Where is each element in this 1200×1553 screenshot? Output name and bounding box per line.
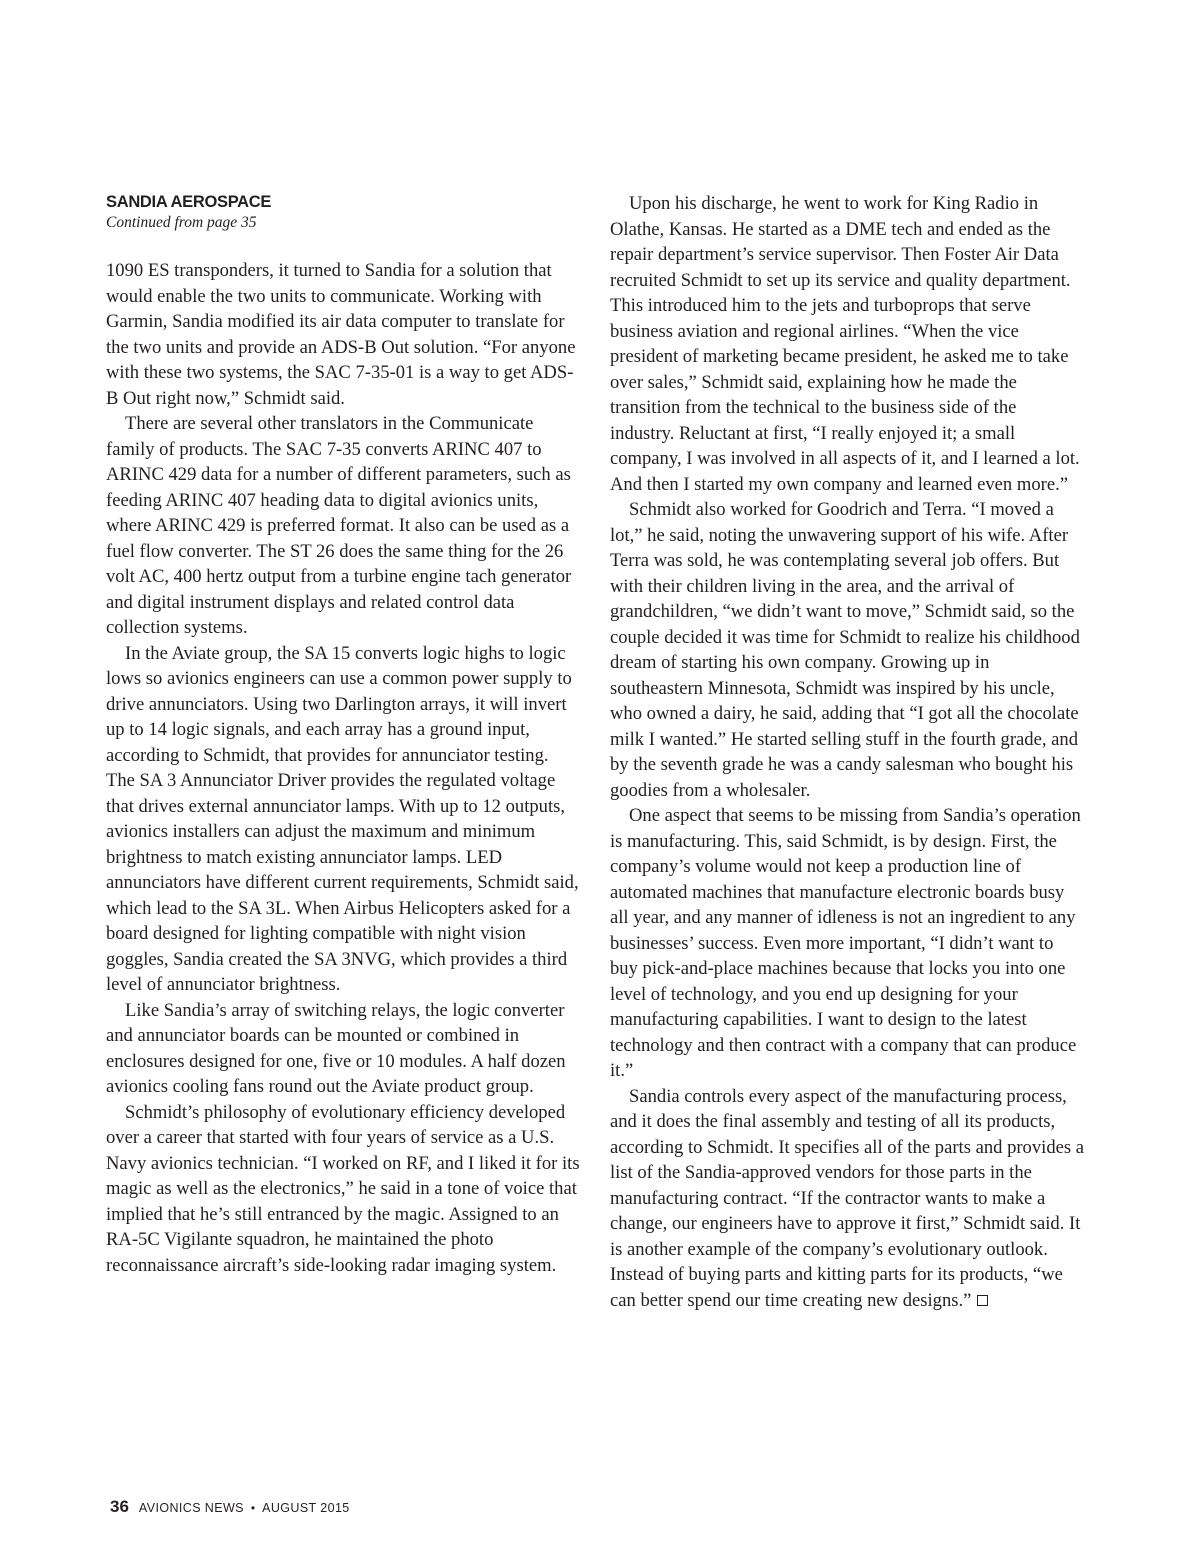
footer-separator: • (250, 1501, 256, 1515)
paragraph: There are several other translators in the Communicate family of products. The SAC 7-35 converts ARINC 407 to ARINC 429 data for a number of different parameters, such as feeding ARINC 407 heading data to digital avionics units, where ARINC 429 is preferred format. It also can be used as a fuel flow converter. The ST 26 does the same thing for the 26 volt AC, 400 hertz output from a turbine engine tach generator and digital instrument displays and related control data collection systems. (106, 413, 572, 638)
issue-date: AUGUST 2015 (262, 1501, 350, 1515)
paragraph: 1090 ES transponders, it turned to Sandia for a solution that would enable the two units to communicate. Working with Garmin, Sandia modified its air data computer to translate for the two units and provide an ADS-B Out solution. “For anyone with these two systems, the SAC 7-35-01 is a way to get ADS-B Out right now,” Schmidt said. (106, 260, 576, 409)
paragraph: Upon his discharge, he went to work for King Radio in Olathe, Kansas. He started as a DME tech and ended as the repair department’s service supervisor. Then Foster Air Data recruited Schmidt to set up its service and quality department. This introduced him to the jets and turboprops that serve business aviation and regional airlines. “When the vice president of marketing became president, he asked me to take over sales,” Schmidt said, explaining how he made the transition from the technical to the business side of the industry. Reluctant at first, “I really enjoyed it; a small company, I was involved in all aspects of it, and I learned a lot. And then I started my own company and learned even more.” (610, 193, 1080, 495)
page-footer (110, 1497, 350, 1517)
right-column (610, 191, 1084, 1313)
paragraph: Schmidt’s philosophy of evolutionary efficiency developed over a career that started with four years of service as a U.S. Navy avionics technician. “I worked on RF, and I liked it for its magic as well as the electronics,” he said in a tone of voice that implied that he’s still entranced by the magic. Assigned to an RA-5C Vigilante squadron, he maintained the photo reconnaissance aircraft’s side-looking radar imaging system. (106, 1101, 580, 1276)
last-paragraph (610, 1084, 1084, 1314)
paragraph: In the Aviate group, the SA 15 converts logic highs to logic lows so avionics engineers can use a common power supply to drive annunciators. Using two Darlington arrays, it will invert up to 14 logic signals, and each array has a ground input, according to Schmidt, that provides for annunciator testing. The SA 3 Annunciator Driver provides the regulated voltage that drives external annunciator lamps. With up to 12 outputs, avionics installers can adjust the maximum and minimum brightness to match existing annunciator lamps. LED annunciators have different current requirements, Schmidt said, which lead to the SA 3L. When Airbus Helicopters asked for a board designed for lighting compatible with night vision goggles, Sandia created the SA 3NVG, which provides a third level of annunciator brightness. (106, 642, 579, 995)
page-number: 36 (110, 1497, 129, 1516)
paragraph: Schmidt also worked for Goodrich and Terra. “I moved a lot,” he said, noting the unwavering support of his wife. After Terra was sold, he was contemplating several job offers. But with their children living in the area, and the arrival of grandchildren, “we didn’t want to move,” Schmidt said, so the couple decided it was time for Schmidt to realize his childhood dream of starting his own company. Growing up in southeastern Minnesota, Schmidt was inspired by his uncle, who owned a dairy, he said, adding that “I got all the chocolate milk I wanted.” He started selling stuff in the fourth grade, and by the seventh grade he was a candy salesman who bought his goodies from a wholesaler. (610, 499, 1080, 801)
publication-name: AVIONICS NEWS (138, 1501, 244, 1515)
paragraph: Like Sandia’s array of switching relays, the logic converter and annunciator boards can be mounted or combined in enclosures designed for one, five or 10 modules. A half dozen avionics cooling fans round out the Aviate product group. (106, 999, 566, 1097)
continued-from-note: Continued from page 35 (106, 214, 257, 231)
section-kicker: SANDIA AEROSPACE (106, 193, 272, 211)
paragraph: One aspect that seems to be missing from Sandia’s operation is manufacturing. This, said Schmidt, is by design. First, the company’s volume would not keep a production line of automated machines that manufacture electronic boards busy all year, and any manner of idleness is not an ingredient to any businesses’ success. Even more important, “I didn’t want to buy pick-and-place machines because that locks you into one level of technology, and you end up designing for your manufacturing capabilities. I want to design to the latest technology and then contract with a company that can produce it.” (610, 805, 1081, 1081)
left-column (106, 191, 580, 1278)
end-of-article-square-icon (977, 1295, 988, 1306)
paragraph-text: Sandia controls every aspect of the manufacturing process, and it does the final assembly and testing of all its products, according to Schmidt. It specifies all of the parts and provides a list of the Sandia-approved vendors for those parts in the manufacturing contract. “If the contractor wants to make a change, our engineers have to approve it first,” Schmidt said. It is another example of the company’s evolutionary outlook. Instead of buying parts and kitting parts for its products, “we can better spend our time creating new designs.” (610, 1085, 1085, 1311)
